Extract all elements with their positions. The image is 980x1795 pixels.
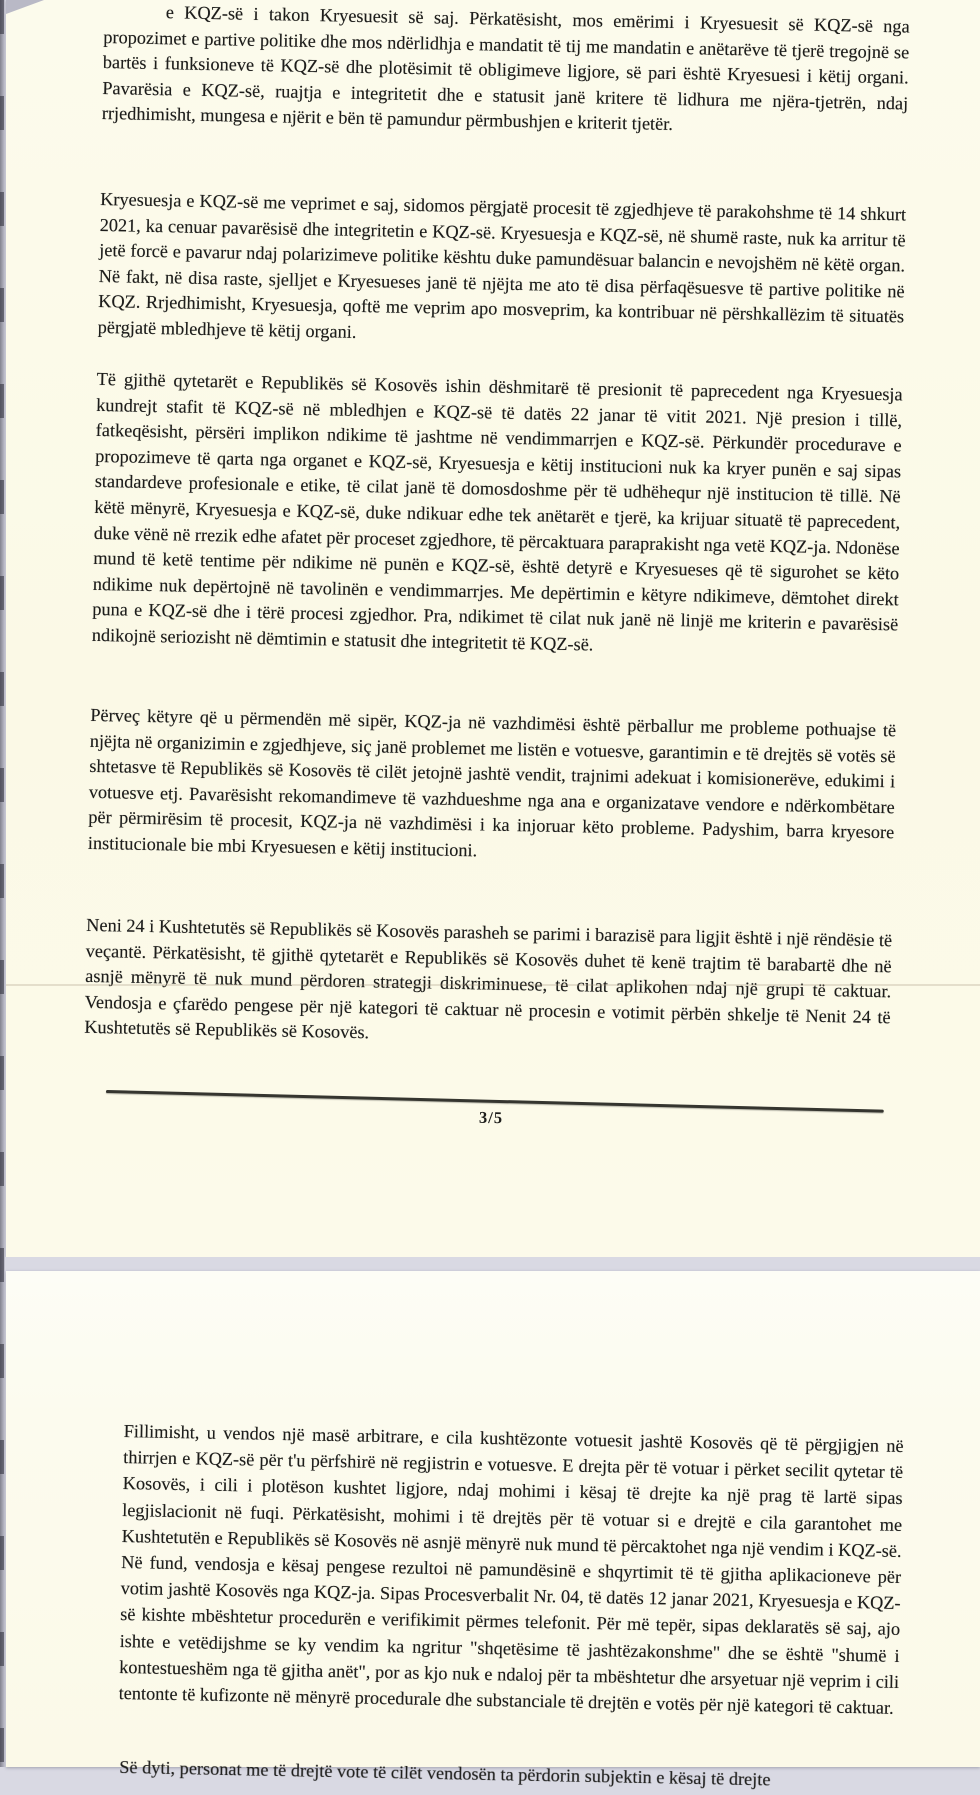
scan-artifact-line [6, 984, 980, 986]
page-4-text-block [117, 1418, 904, 1793]
page-3-text-block [83, 2, 910, 1117]
paragraph-neni-24: Neni 24 i Kushtetutës së Republikës së Kosovës parasheh se parimi i barazisë para ligjit është i një rëndësie të veçantë. Përkatësisht, të gjithë qytetarët e Republikës së Kosovës duhet të kenë trajtim të barabartë dhe në asnjë mënyrë të nuk mund përdoren strategji diskriminuese, të cilat aplikohen ndaj një grupi të caktuar. Vendosja e çfarëdo pengese për një kategori të caktuar në procesin e votimit përbën shkelje të Nenit 24 të Kushtetutës së Republikës së Kosovës. [84, 914, 893, 1043]
page-corner-artifact [6, 0, 44, 14]
paragraph-probleme-zgjedhje: Përveç këtyre që u përmendën më sipër, KQZ-ja në vazhdimësi është përballur me probleme pothuajse të njëjta në organizimin e zgjedhjeve, siç janë problemet me listën e votuesve, garantimin e të drejtës së votës së shtetasve të Republikës së Kosovës të cilët jetojnë jashtë vendit, trajnimi adekuat i komisionerëve, edukimi i votuesve etj. Pavarësisht rekomandimeve të vazhdueshme nga ana e organizatave vendore e ndërkombëtare për përmirësim të procesit, KQZ-ja në vazhdimësi i ka injoruar këto probleme. Padyshim, barra kryesore institucionale bie mbi Kryesuesen e këtij institucioni. [87, 704, 897, 861]
paragraph-fillimisht-masa-arbitrare: Fillimisht, u vendos një masë arbitrare, e cila kushtëzonte votuesit jashtë Kosovës që të përgjigjen në thirrjen e KQZ-së për t'u përfshirë në regjistrin e votuesve. E drejta për të votuar i përket secilit qytetar të Kosovës, i cili i plotëson kushtet ligjore, ndaj mohimi i kësaj të drejte ka një prag të lartë sipas legjislacionit në fuqi. Përkatësisht, mohimi i të drejtës për të votuar si e drejtë e cila garantohet me Kushtetutën e Republikës së Kosovës në asnjë mënyrë nuk mund të përcaktohet nga një vendim i KQZ-së. Në fund, vendosja e kësaj pengese rezultoi në pamundësinë e shqyrtimit të të gjitha aplikacioneve për votim jashtë Kosovës nga KQZ-ja. Sipas Procesverbalit Nr. 04, të datës 12 janar 2021, Kryesuesja e KQZ-së kishte mbështetur procedurën e verifikimit përmes telefonit. Për më tepër, sipas deklaratës së saj, ajo ishte e vetëdijshme se ky vendim ka ngritur "shqetësime të jashtëzakonshme" dhe se është "shumë i kontestueshëm nga të gjitha anët", por as kjo nuk e ndaloj për ta mbështetur dhe arsyetuar një veprim i cili tentonte të kufizonte në mënyrë procedurale dhe substanciale të drejtën e votës për një kategori të caktuar. [118, 1420, 904, 1718]
paragraph-kryesuesja-veprimet: Kryesuesja e KQZ-së me veprimet e saj, sidomos përgjatë procesit të zgjedhjeve të parakohshme të 14 shkurt 2021, ka cenuar pavarësisë dhe integritetin e KQZ-së. Kryesuesja e KQZ-së, në shumë raste, nuk ka arritur të jetë forcë e pavarur ndaj polarizimeve politike kështu duke pamundësuar balancin e nevojshëm në këtë organ. Në fakt, në disa raste, sjelljet e Kryesueses janë të njëjta me ato të disa përfaqësuesve të partive politike në KQZ. Rrjedhimisht, Kryesuesja, qoftë me veprim apo mosveprim, ka kontribuar në përshkallëzim të situatës përgjatë mbledhjeve të këtij organi. [97, 188, 907, 342]
document-page-4 [6, 1271, 980, 1790]
paragraph-continuation-kryesuesi: e KQZ-së i takon Kryesuesit së saj. Përkatësisht, mos emërimi i Kryesuesit së KQZ-së nga propozimet e partive politike dhe mos ndërlidhja e mandatit të tij me mandatin e anëtarëve të tjerë tregojnë se bartës i funksioneve të KQZ-së dhe plotësimit të obligimeve ligjore, së pari është Kryesuesi i këtij organi. Pavarësia e KQZ-së, ruajtja e integritetit dhe e statusit janë kritere të lidhura me njëra-tjetrën, ndaj rrjedhimisht, mungesa e njërit e bën të pamundur përmbushjen e kriterit tjetër. [101, 2, 910, 135]
page-gap [0, 1257, 980, 1271]
scan-edge-dashes-artifact [0, 0, 4, 1767]
document-page-3 [6, 0, 980, 1257]
paragraph-se-dyti-partial: Së dyti, personat me të drejtë vote të cilët vendosën ta përdorin subjektin e kësaj të drejte [119, 1756, 771, 1790]
page-number: 3/5 [478, 1107, 504, 1128]
paragraph-presioni-paprecedent: Të gjithë qytetarët e Republikës së Kosovës ishin dëshmitarë të presionit të paprecedent nga Kryesuesja kundrejt stafit të KQZ-së në mbledhjen e KQZ-së të datës 22 janar të vitit 2021. Një presion i tillë, fatkeqësisht, përsëri implikon ndikime të jashtme në vendimmarrjen e KQZ-së. Përkundër procedurave e propozimeve të qarta nga organet e KQZ-së, Kryesuesja e këtij institucioni nuk ka kryer punën e saj sipas standardeve profesionale e etike, të cilat janë të domosdoshme për të udhëhequr një institucion të tillë. Në këtë mënyrë, Kryesuesja e KQZ-së, duke ndikuar edhe tek anëtarët e tjerë, ka krijuar situatë të paprecedent, duke vënë në rrezik edhe afatet për proceset zgjedhore, të përcaktuara paraprakisht nga vetë KQZ-ja. Ndonëse mund të ketë tentime për ndikime në punën e KQZ-së, është detyrë e Kryesueses që të sigurohet se këto ndikime nuk depërtojnë në tavolinën e vendimmarrjes. Me depërtimin e këtyre ndikimeve, dëmtohet direkt puna e KQZ-së dhe i tërë procesi zgjedhor. Pra, ndikimet të cilat nuk janë në linjë me kriterin e pavarësisë ndikojnë seriozisht në dëmtimin e statusit dhe integritetit të KQZ-së. [91, 368, 903, 655]
